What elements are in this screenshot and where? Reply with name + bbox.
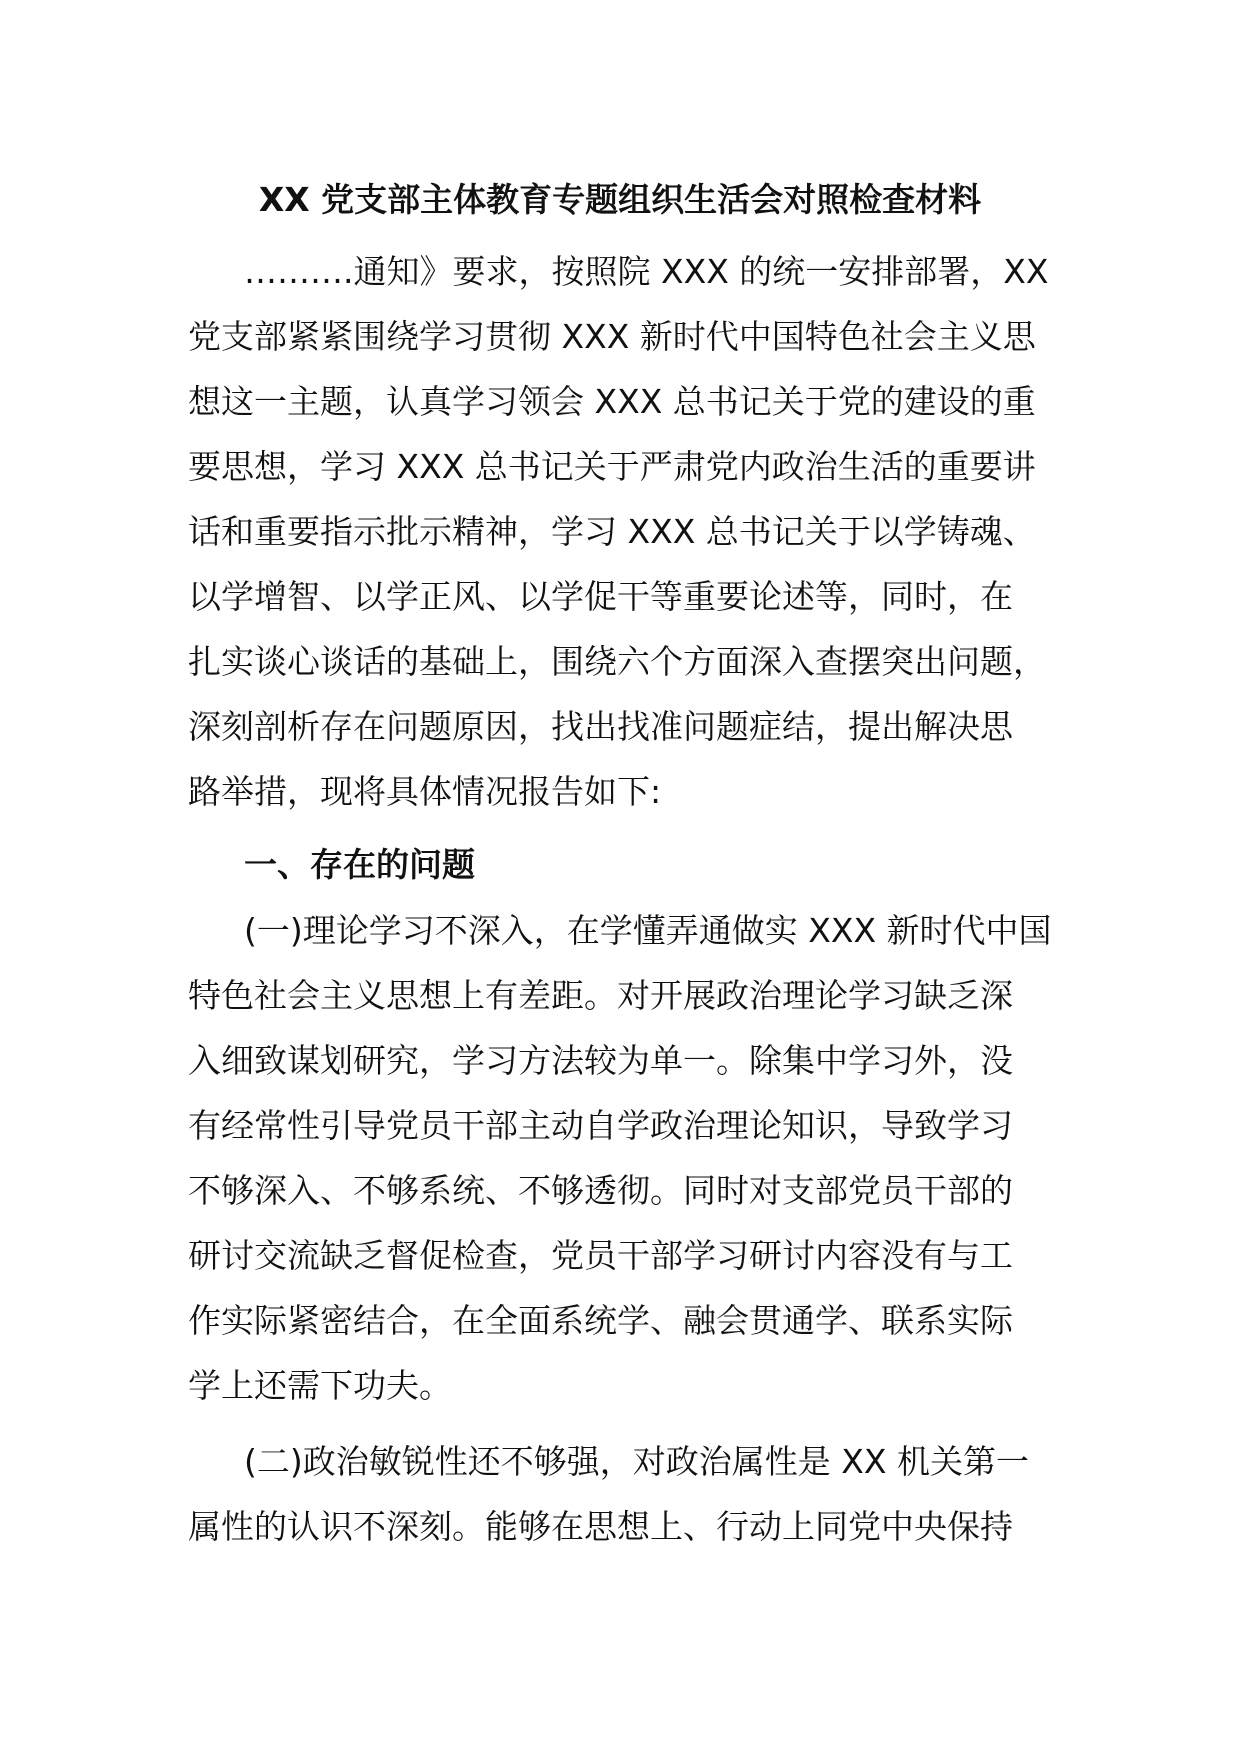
text-line: 路举措，现将具体情况报告如下: xyxy=(188,772,662,811)
issue-paragraph-2 xyxy=(188,1429,1068,1559)
text-line: 想这一主题，认真学习领会 XXX 总书记关于党的建设的重 xyxy=(188,382,1036,421)
text-line: (二)政治敏锐性还不够强，对政治属性是 XX 机关第一 xyxy=(244,1442,1029,1481)
text-line: 深刻剖析存在问题原因，找出找准问题症结，提出解决思 xyxy=(188,707,1013,746)
text-line: (一)理论学习不深入，在学懂弄通做实 XXX 新时代中国 xyxy=(244,911,1052,950)
text-line: 作实际紧密结合，在全面系统学、融会贯通学、联系实际 xyxy=(188,1301,1013,1340)
text-line: 属性的认识不深刻。能够在思想上、行动上同党中央保持 xyxy=(188,1507,1013,1546)
section-heading-text: 一、存在的问题 xyxy=(244,845,475,884)
text-line: 不够深入、不够系统、不够透彻。同时对支部党员干部的 xyxy=(188,1171,1013,1210)
text-line: 要思想，学习 XXX 总书记关于严肃党内政治生活的重要讲 xyxy=(188,447,1036,486)
text-line: 入细致谋划研究，学习方法较为单一。除集中学习外，没 xyxy=(188,1041,1013,1080)
text-line: 有经常性引导党员干部主动自学政治理论知识，导致学习 xyxy=(188,1106,1013,1145)
text-line: 特色社会主义思想上有差距。对开展政治理论学习缺乏深 xyxy=(188,976,1013,1015)
text-line: ……….通知》要求，按照院 XXX 的统一安排部署，XX xyxy=(244,252,1049,291)
text-line: 研讨交流缺乏督促检查，党员干部学习研讨内容没有与工 xyxy=(188,1236,1013,1275)
text-line: 以学增智、以学正风、以学促干等重要论述等，同时，在 xyxy=(188,577,1013,616)
intro-paragraph xyxy=(188,239,1068,824)
text-line: 学上还需下功夫。 xyxy=(188,1366,452,1405)
text-line: 扎实谈心谈话的基础上，围绕六个方面深入查摆突出问题， xyxy=(188,642,1046,681)
text-line: 话和重要指示批示精神，学习 XXX 总书记关于以学铸魂、 xyxy=(188,512,1036,551)
text-line: 党支部紧紧围绕学习贯彻 XXX 新时代中国特色社会主义思 xyxy=(188,317,1036,356)
issue-paragraph-1 xyxy=(188,898,1068,1418)
document-title: XX 党支部主体教育专题组织生活会对照检查材料 xyxy=(258,180,982,219)
section-heading xyxy=(188,832,1068,897)
